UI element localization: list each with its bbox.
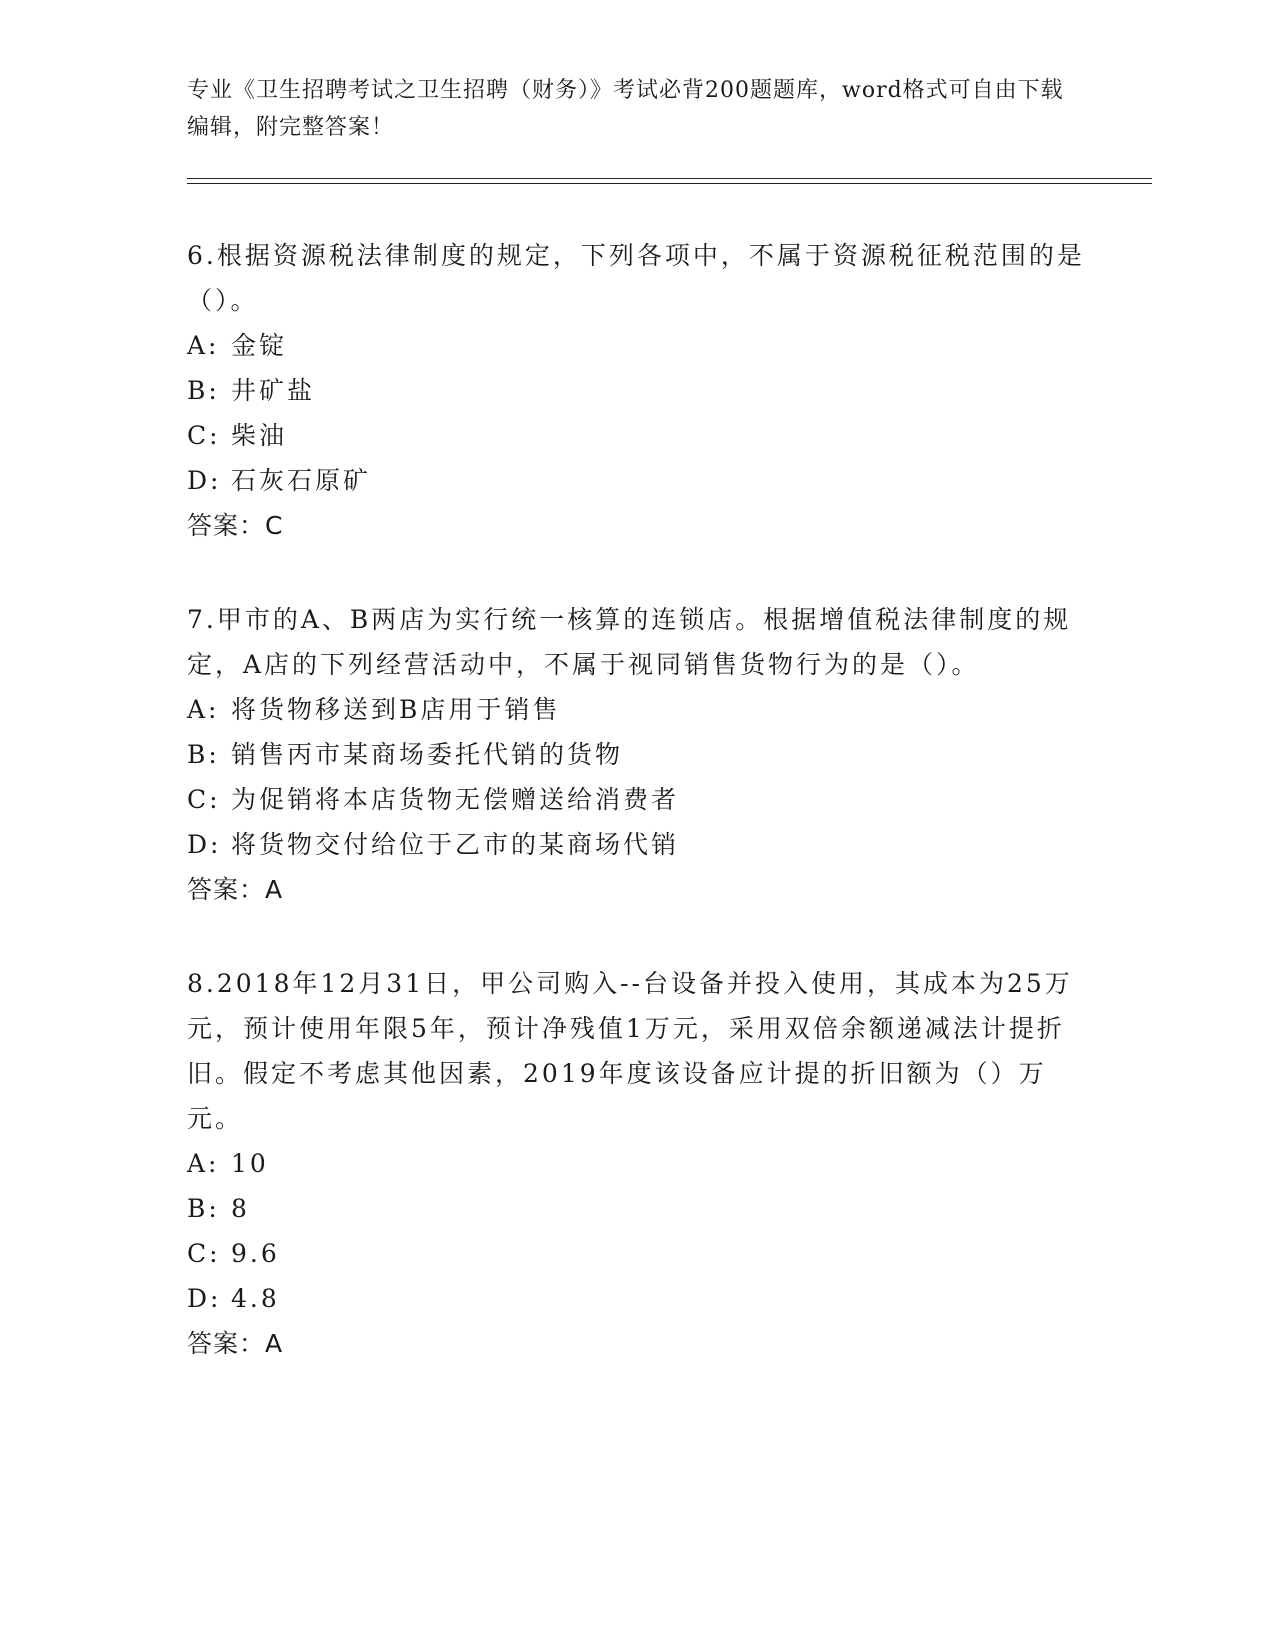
option-text: 井矿盐	[231, 376, 316, 405]
option-text: 金锭	[231, 331, 288, 360]
option-text: 石灰石原矿	[231, 466, 372, 495]
option-d	[187, 1276, 1087, 1321]
option-b	[187, 368, 1087, 413]
option-b	[187, 732, 1087, 777]
question-6	[187, 233, 1087, 548]
question-stem: 6.根据资源税法律制度的规定，下列各项中，不属于资源税征税范围的是（）。	[187, 241, 1085, 315]
answer: 答案：A	[187, 1329, 284, 1358]
option-key: C:	[187, 785, 221, 814]
option-d	[187, 458, 1087, 503]
option-key: D:	[187, 466, 222, 495]
option-c	[187, 413, 1087, 458]
option-key: C:	[187, 1239, 221, 1268]
option-key: D:	[187, 830, 222, 859]
option-text: 8	[231, 1194, 250, 1223]
option-d	[187, 822, 1087, 867]
answer: 答案：C	[187, 511, 284, 540]
option-text: 柴油	[231, 421, 288, 450]
option-key: B:	[187, 376, 220, 405]
option-key: B:	[187, 1194, 220, 1223]
option-key: A:	[187, 331, 220, 360]
option-key: D:	[187, 1284, 222, 1313]
option-a	[187, 687, 1087, 732]
answer: 答案：A	[187, 875, 284, 904]
option-a	[187, 323, 1087, 368]
option-text: 为促销将本店货物无偿赠送给消费者	[231, 785, 680, 814]
question-7	[187, 597, 1087, 912]
option-key: A:	[187, 1149, 220, 1178]
option-text: 销售丙市某商场委托代销的货物	[231, 740, 624, 769]
option-text: 4.8	[231, 1284, 280, 1313]
document-intro: 专业《卫生招聘考试之卫生招聘（财务）》考试必背200题题库，word格式可自由下载编辑，附完整答案！	[187, 78, 1064, 140]
option-a	[187, 1141, 1087, 1186]
option-text: 将货物交付给位于乙市的某商场代销	[231, 830, 680, 859]
header-divider-top	[187, 178, 1152, 179]
option-b	[187, 1186, 1087, 1231]
option-c	[187, 1231, 1087, 1276]
option-key: B:	[187, 740, 220, 769]
header-divider-bottom	[187, 183, 1152, 184]
option-text: 10	[231, 1149, 269, 1178]
option-key: C:	[187, 421, 221, 450]
question-stem: 8.2018年12月31日，甲公司购入--台设备并投入使用，其成本为25万元，预计使用年限5年，预计净残值1万元，采用双倍余额递减法计提折旧。假定不考虑其他因素，2019年度该设备应计提的折旧额为（）万元。	[187, 969, 1073, 1133]
question-stem: 7.甲市的A、B两店为实行统一核算的连锁店。根据增值税法律制度的规定，A店的下列经营活动中，不属于视同销售货物行为的是（）。	[187, 605, 1072, 679]
option-text: 将货物移送到B店用于销售	[231, 695, 561, 724]
option-c	[187, 777, 1087, 822]
question-8	[187, 961, 1087, 1366]
option-key: A:	[187, 695, 220, 724]
option-text: 9.6	[231, 1239, 280, 1268]
